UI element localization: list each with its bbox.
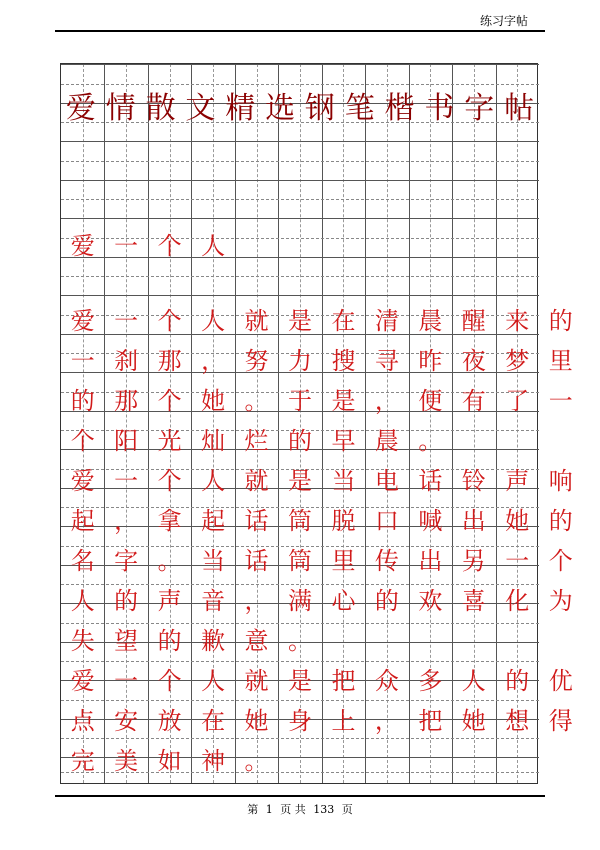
body-character: 是 bbox=[287, 307, 312, 335]
body-character: 一 bbox=[505, 547, 530, 575]
footer-page-number: 1 bbox=[265, 803, 273, 816]
body-character: 一 bbox=[70, 347, 95, 375]
body-character: 的 bbox=[548, 307, 573, 335]
body-character: 脱 bbox=[331, 507, 356, 535]
body-character: 为 bbox=[548, 587, 573, 615]
body-character: ， bbox=[201, 347, 226, 375]
title-character: 钢 bbox=[304, 91, 335, 126]
body-character: 个 bbox=[157, 307, 182, 335]
footer-total: 133 bbox=[313, 803, 335, 816]
body-character: 把 bbox=[331, 667, 356, 695]
body-character: 一 bbox=[114, 467, 139, 495]
body-character: 的 bbox=[157, 627, 182, 655]
body-character: 点 bbox=[70, 707, 95, 735]
page-footer bbox=[0, 801, 600, 817]
header-rule bbox=[55, 30, 545, 32]
body-character: 化 bbox=[505, 587, 530, 615]
title-character: 精 bbox=[225, 91, 256, 126]
body-character: 她 bbox=[244, 707, 269, 735]
title-character: 楷 bbox=[384, 91, 415, 126]
body-character: 神 bbox=[201, 747, 226, 775]
body-character: 人 bbox=[70, 587, 95, 615]
body-character: 灿 bbox=[201, 427, 226, 455]
body-character: 望 bbox=[114, 627, 139, 655]
body-character: 的 bbox=[374, 587, 399, 615]
body-character: 个 bbox=[157, 467, 182, 495]
body-character: 便 bbox=[418, 387, 443, 415]
body-character: 醒 bbox=[461, 307, 486, 335]
footer-suffix: 页 bbox=[341, 803, 353, 816]
body-character: 的 bbox=[70, 387, 95, 415]
title-character: 情 bbox=[105, 91, 136, 126]
body-character: 字 bbox=[114, 547, 139, 575]
body-character: 于 bbox=[287, 387, 312, 415]
body-character: 想 bbox=[505, 707, 530, 735]
body-character: 声 bbox=[157, 587, 182, 615]
body-character: 爱 bbox=[70, 307, 95, 335]
title-character: 散 bbox=[145, 91, 176, 126]
body-character: 放 bbox=[157, 707, 182, 735]
body-character: 力 bbox=[287, 347, 312, 375]
body-character: 烂 bbox=[244, 427, 269, 455]
body-character: 筒 bbox=[287, 547, 312, 575]
body-character: 拿 bbox=[157, 507, 182, 535]
body-character: 。 bbox=[244, 387, 269, 415]
body-character: 人 bbox=[201, 667, 226, 695]
body-character: 一 bbox=[114, 667, 139, 695]
body-character: 的 bbox=[114, 587, 139, 615]
body-character: 光 bbox=[157, 427, 182, 455]
body-character: 口 bbox=[374, 507, 399, 535]
body-character: 。 bbox=[287, 627, 312, 655]
body-character: 意 bbox=[244, 627, 269, 655]
title-character: 爱 bbox=[65, 91, 96, 126]
body-character: 上 bbox=[331, 707, 356, 735]
body-character: 的 bbox=[287, 427, 312, 455]
body-character: 。 bbox=[157, 547, 182, 575]
body-character: 把 bbox=[418, 707, 443, 735]
body-character: 。 bbox=[244, 747, 269, 775]
body-character: ， bbox=[374, 387, 399, 415]
body-character: 是 bbox=[287, 667, 312, 695]
subtitle-character: 个 bbox=[157, 232, 182, 260]
body-character: 另 bbox=[461, 547, 486, 575]
body-character: 一 bbox=[114, 307, 139, 335]
subtitle-character: 人 bbox=[201, 232, 226, 260]
body-character: 话 bbox=[418, 467, 443, 495]
title-character: 帖 bbox=[504, 91, 535, 126]
body-character: 就 bbox=[244, 307, 269, 335]
body-character: 当 bbox=[201, 547, 226, 575]
body-character: 美 bbox=[114, 747, 139, 775]
body-character: 在 bbox=[201, 707, 226, 735]
body-character: 就 bbox=[244, 667, 269, 695]
body-character: 喊 bbox=[418, 507, 443, 535]
footer-rule bbox=[55, 795, 545, 797]
body-character: 电 bbox=[374, 467, 399, 495]
practice-grid bbox=[60, 63, 573, 784]
body-character: 多 bbox=[418, 667, 443, 695]
body-character: 满 bbox=[287, 587, 312, 615]
body-character: 爱 bbox=[70, 467, 95, 495]
body-character: 是 bbox=[331, 387, 356, 415]
body-character: 身 bbox=[287, 707, 312, 735]
body-character: 音 bbox=[201, 587, 226, 615]
body-character: 心 bbox=[331, 587, 356, 615]
body-character: 人 bbox=[461, 667, 486, 695]
body-character: 里 bbox=[548, 347, 573, 375]
body-character: 人 bbox=[201, 467, 226, 495]
body-character: 出 bbox=[418, 547, 443, 575]
body-character: 那 bbox=[114, 387, 139, 415]
body-character: 阳 bbox=[114, 427, 139, 455]
body-character: 起 bbox=[70, 507, 95, 535]
body-character: 铃 bbox=[461, 467, 486, 495]
body-character: 她 bbox=[461, 707, 486, 735]
body-character: 传 bbox=[374, 547, 399, 575]
body-character: 刹 bbox=[114, 347, 139, 375]
body-character: 得 bbox=[548, 707, 573, 735]
body-character: 晨 bbox=[374, 427, 399, 455]
body-character: 话 bbox=[244, 547, 269, 575]
body-character: 她 bbox=[505, 507, 530, 535]
body-character: 努 bbox=[244, 347, 269, 375]
body-character: 就 bbox=[244, 467, 269, 495]
subtitle-character: 一 bbox=[114, 232, 139, 260]
body-character: ， bbox=[114, 507, 139, 535]
body-character: 的 bbox=[548, 507, 573, 535]
body-character: 如 bbox=[157, 747, 182, 775]
body-character: 出 bbox=[461, 507, 486, 535]
body-character: 个 bbox=[157, 387, 182, 415]
title-character: 文 bbox=[185, 91, 216, 126]
body-character: ， bbox=[374, 707, 399, 735]
body-character: 歉 bbox=[201, 627, 226, 655]
body-character: 当 bbox=[331, 467, 356, 495]
body-character: 欢 bbox=[418, 587, 443, 615]
title-character: 选 bbox=[265, 91, 296, 126]
body-character: 晨 bbox=[418, 307, 443, 335]
body-character: 人 bbox=[201, 307, 226, 335]
body-character: 夜 bbox=[461, 347, 486, 375]
title-character: 书 bbox=[424, 91, 455, 126]
body-character: 响 bbox=[548, 467, 573, 495]
body-character: 名 bbox=[70, 547, 95, 575]
body-character: 优 bbox=[548, 667, 573, 695]
body-character: 一 bbox=[548, 387, 573, 415]
body-character: 在 bbox=[331, 307, 356, 335]
body-character: 的 bbox=[505, 667, 530, 695]
body-character: 里 bbox=[331, 547, 356, 575]
body-character: 梦 bbox=[505, 347, 530, 375]
body-character: 完 bbox=[70, 747, 95, 775]
title-character: 字 bbox=[464, 91, 495, 126]
body-character: 话 bbox=[244, 507, 269, 535]
header-label: 练习字帖 bbox=[480, 14, 529, 28]
body-character: 个 bbox=[157, 667, 182, 695]
body-character: 失 bbox=[70, 627, 95, 655]
body-character: 搜 bbox=[331, 347, 356, 375]
footer-middle: 页 共 bbox=[280, 803, 306, 816]
body-character: 清 bbox=[374, 307, 399, 335]
body-character: 喜 bbox=[461, 587, 486, 615]
body-character: 声 bbox=[505, 467, 530, 495]
body-character: 。 bbox=[418, 427, 443, 455]
body-character: 昨 bbox=[418, 347, 443, 375]
body-character: 个 bbox=[548, 547, 573, 575]
body-character: 起 bbox=[201, 507, 226, 535]
body-character: 了 bbox=[505, 387, 530, 415]
body-character: 来 bbox=[505, 307, 530, 335]
body-character: 安 bbox=[114, 707, 139, 735]
body-character: 众 bbox=[374, 667, 399, 695]
body-character: 筒 bbox=[287, 507, 312, 535]
footer-prefix: 第 bbox=[247, 803, 259, 816]
body-character: 爱 bbox=[70, 667, 95, 695]
subtitle-character: 爱 bbox=[70, 232, 95, 260]
body-character: 早 bbox=[331, 427, 356, 455]
body-character: 个 bbox=[70, 427, 95, 455]
body-character: 寻 bbox=[374, 347, 399, 375]
body-character: ， bbox=[244, 587, 269, 615]
body-character: 那 bbox=[157, 347, 182, 375]
body-character: 她 bbox=[201, 387, 226, 415]
title-character: 笔 bbox=[344, 91, 375, 126]
body-character: 有 bbox=[461, 387, 486, 415]
body-character: 是 bbox=[287, 467, 312, 495]
